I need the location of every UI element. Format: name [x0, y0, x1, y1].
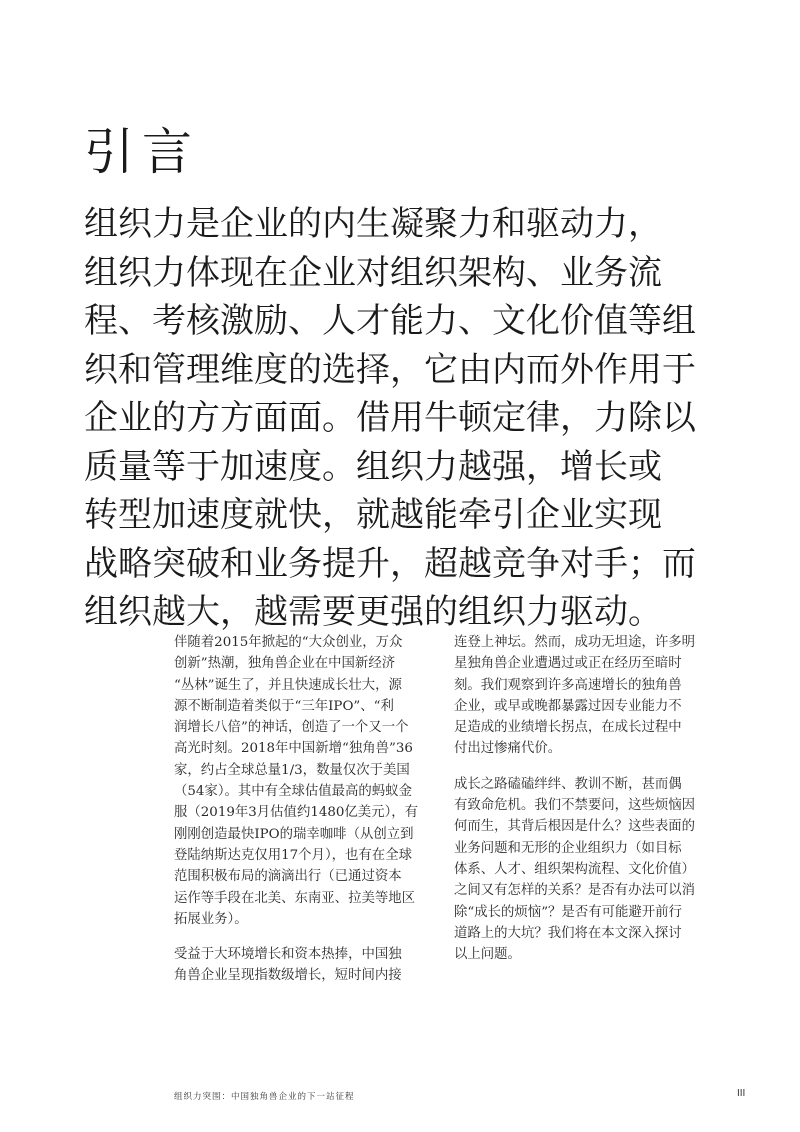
- text-line: 付出过惨痛代价。: [454, 741, 562, 757]
- text-line: 企业，或早或晚都暴露过因专业能力不: [454, 698, 682, 714]
- text-line: “丛林”诞生了，并且快速成长壮大，源: [174, 677, 402, 693]
- lead-line: 织和管理维度的选择，它由内而外作用于: [84, 349, 696, 390]
- lead-line: 转型加速度就快，就越能牵引企业实现: [84, 495, 662, 535]
- text-line: 有致命危机。我们不禁要问，这些烦恼因: [454, 798, 696, 814]
- text-line: 刻。我们观察到许多高速增长的独角兽: [454, 677, 682, 693]
- text-line: （54家）。其中有全球估值最高的蚂蚁金: [174, 784, 412, 800]
- text-line: 家，约占全球总量1/3，数量仅次于美国: [174, 762, 410, 778]
- page-number: III: [737, 1088, 746, 1099]
- text-line: 业务问题和无形的企业组织力（如目标: [454, 840, 682, 856]
- text-line: 成长之路磕磕绊绊、教训不断，甚而偶: [454, 776, 682, 792]
- body-paragraph: [174, 944, 442, 987]
- text-line: 以上问题。: [454, 947, 521, 963]
- text-line: 范围积极布局的滴滴出行（已通过资本: [174, 869, 402, 885]
- text-line: 道路上的大坑？我们将在本文深入探讨: [454, 925, 682, 941]
- lead-line: 程、考核激励、人才能力、文化价值等组: [84, 301, 696, 341]
- lead-line: 企业的方方面面。借用牛顿定律，力除以: [84, 398, 696, 438]
- text-line: 源不断制造着类似于“三年IPO”、“利: [174, 698, 394, 714]
- lead-line: 战略突破和业务提升，超越竞争对手；而: [84, 543, 696, 584]
- text-line: 何而生，其背后根因是什么？这些表面的: [454, 819, 696, 835]
- text-line: 拓展业务）。: [174, 911, 248, 927]
- text-line: 之间又有怎样的关系？是否有办法可以消: [454, 883, 696, 899]
- text-line: 运作等手段在北美、东南亚、拉美等地区: [174, 890, 416, 906]
- lead-paragraph: [84, 200, 696, 637]
- text-line: 登陆纳斯达克仅用17个月），也有在全球: [174, 847, 412, 863]
- body-paragraph: [454, 632, 722, 760]
- text-line: 润增长八倍”的神话，创造了一个又一个: [174, 720, 409, 736]
- text-line: 服（2019年3月估值约1480亿美元），有: [174, 805, 419, 821]
- lead-line: 组织越大，越需要更强的组织力驱动。: [84, 592, 662, 632]
- lead-line: 组织力是企业的内生凝聚力和驱动力，: [84, 204, 662, 244]
- text-line: 连登上神坛。然而，成功无坦途，许多明: [454, 635, 696, 650]
- body-column-left: [174, 632, 442, 1001]
- footer-report-title: 组织力突围：中国独角兽企业的下一站征程: [174, 1092, 355, 1102]
- text-line: 高光时刻。2018年中国新增“独角兽”36: [174, 741, 413, 757]
- text-line: 星独角兽企业遭遇过或正在经历至暗时: [454, 656, 682, 672]
- body-column-right: [454, 632, 722, 979]
- text-line: 受益于大环境增长和资本热捧，中国独: [174, 947, 402, 963]
- text-line: 体系、人才、组织架构流程、文化价值）: [454, 861, 696, 877]
- lead-line: 组织力体现在企业对组织架构、业务流: [84, 252, 662, 293]
- text-line: 足造成的业绩增长拐点，在成长过程中: [454, 720, 682, 736]
- lead-line: 质量等于加速度。组织力越强，增长或: [84, 446, 662, 487]
- text-line: 伴随着2015年掀起的“大众创业，万众: [174, 635, 403, 650]
- text-line: 创新”热潮，独角兽企业在中国新经济: [174, 656, 396, 672]
- body-paragraph: [454, 774, 722, 966]
- text-line: 刚刚创造最快IPO的瑞幸咖啡（从创立到: [174, 826, 414, 842]
- page-title: 引言: [84, 123, 200, 181]
- text-line: 角兽企业呈现指数级增长，短时间内接: [174, 968, 402, 984]
- text-line: 除“成长的烦恼”？是否有可能避开前行: [454, 904, 682, 920]
- body-paragraph: [174, 632, 442, 930]
